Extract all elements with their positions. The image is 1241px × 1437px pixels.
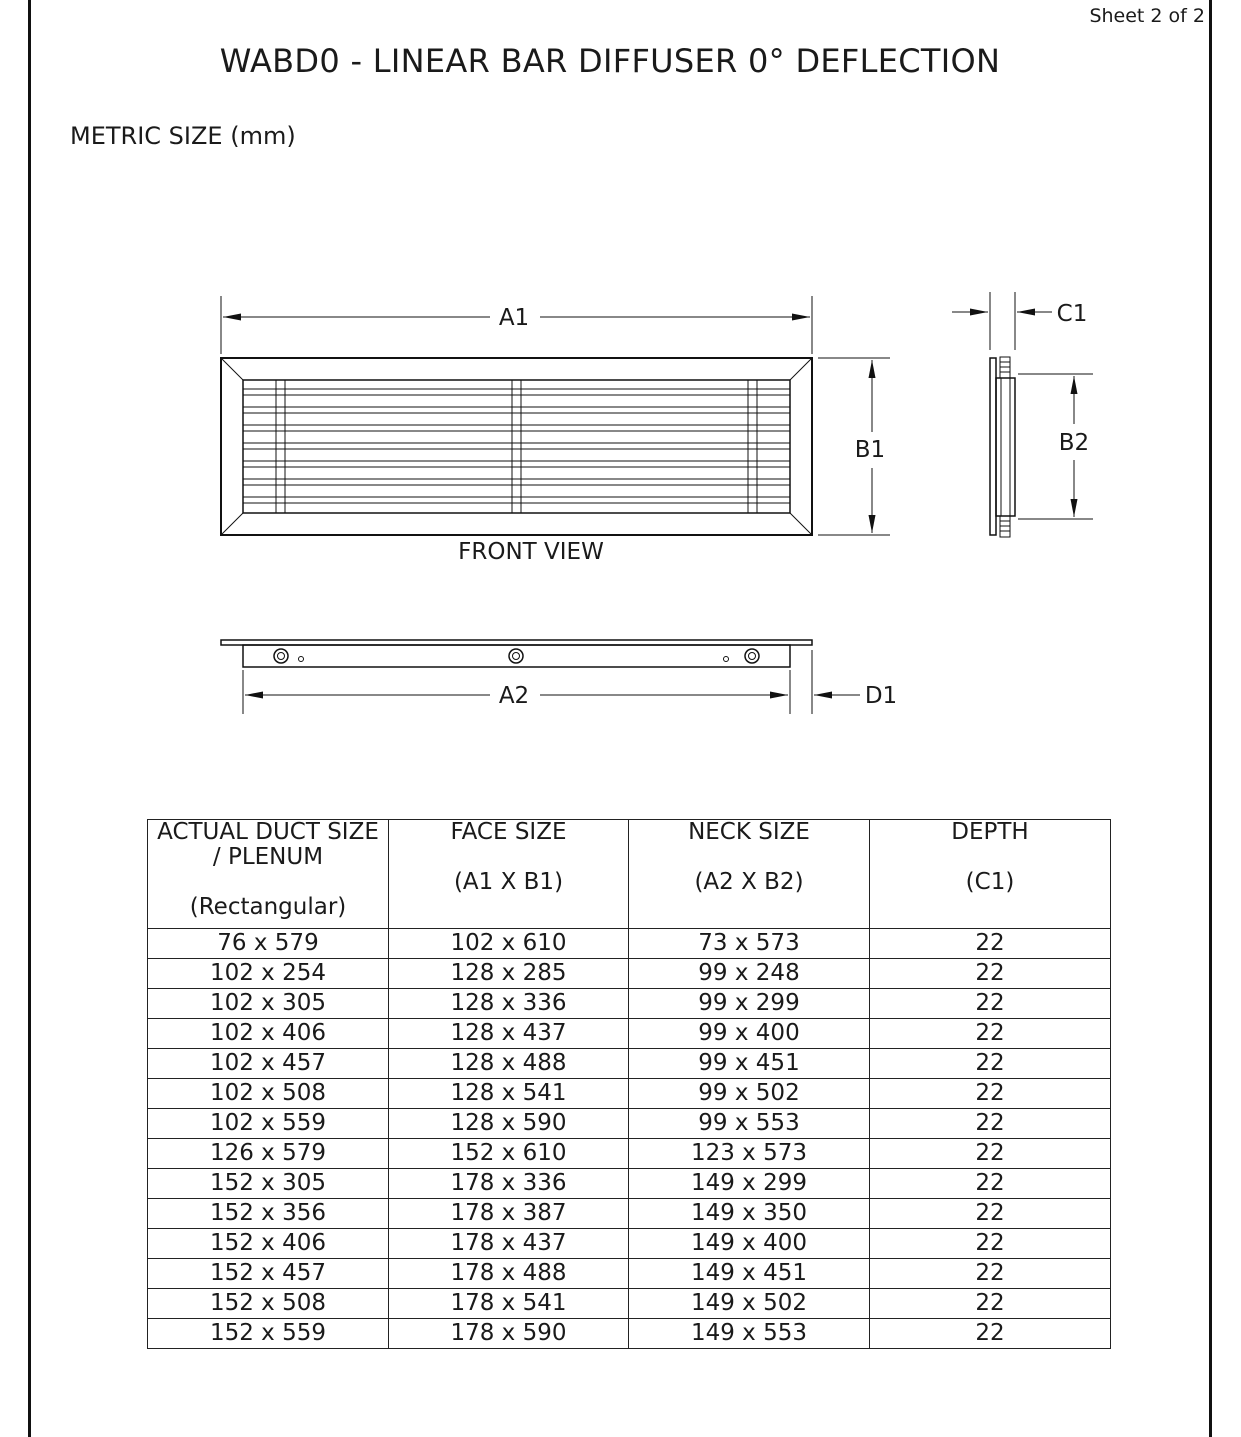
table-row — [148, 1049, 1111, 1079]
header-face-size: FACE SIZE (A1 X B1) — [389, 820, 629, 929]
cell-neck-size: 149 x 299 — [629, 1169, 870, 1199]
cell-duct-size: 152 x 559 — [148, 1319, 389, 1349]
cell-duct-size: 152 x 508 — [148, 1289, 389, 1319]
size-table — [147, 819, 1111, 1349]
dimension-d1-label: D1 — [864, 683, 898, 709]
cell-face-size: 128 x 488 — [389, 1049, 629, 1079]
cell-face-size: 128 x 590 — [389, 1109, 629, 1139]
table-row — [148, 929, 1111, 959]
cell-duct-size: 152 x 406 — [148, 1229, 389, 1259]
cell-depth: 22 — [870, 1199, 1111, 1229]
cell-face-size: 128 x 285 — [389, 959, 629, 989]
cell-duct-size: 152 x 356 — [148, 1199, 389, 1229]
cell-face-size: 178 x 336 — [389, 1169, 629, 1199]
table-row — [148, 1079, 1111, 1109]
header-depth: DEPTH (C1) — [870, 820, 1111, 929]
cell-depth: 22 — [870, 989, 1111, 1019]
dimension-a1-label: A1 — [498, 305, 530, 331]
table-row — [148, 959, 1111, 989]
cell-depth: 22 — [870, 1049, 1111, 1079]
cell-duct-size: 102 x 406 — [148, 1019, 389, 1049]
cell-neck-size: 99 x 553 — [629, 1109, 870, 1139]
cell-neck-size: 73 x 573 — [629, 929, 870, 959]
dimension-c1-label: C1 — [1056, 301, 1088, 327]
cell-face-size: 178 x 488 — [389, 1259, 629, 1289]
cell-duct-size: 102 x 457 — [148, 1049, 389, 1079]
table-row — [148, 1139, 1111, 1169]
cell-neck-size: 149 x 502 — [629, 1289, 870, 1319]
cell-duct-size: 102 x 305 — [148, 989, 389, 1019]
cell-face-size: 178 x 590 — [389, 1319, 629, 1349]
cell-depth: 22 — [870, 929, 1111, 959]
cell-depth: 22 — [870, 1109, 1111, 1139]
table-row — [148, 1259, 1111, 1289]
cell-depth: 22 — [870, 1319, 1111, 1349]
cell-duct-size: 76 x 579 — [148, 929, 389, 959]
cell-duct-size: 126 x 579 — [148, 1139, 389, 1169]
cell-face-size: 152 x 610 — [389, 1139, 629, 1169]
page-title: WABD0 - LINEAR BAR DIFFUSER 0° DEFLECTION — [219, 42, 1001, 80]
top-view — [221, 640, 860, 714]
cell-neck-size: 99 x 248 — [629, 959, 870, 989]
cell-neck-size: 123 x 573 — [629, 1139, 870, 1169]
dimension-b1-label: B1 — [854, 437, 886, 463]
cell-neck-size: 149 x 553 — [629, 1319, 870, 1349]
cell-face-size: 128 x 541 — [389, 1079, 629, 1109]
table-row — [148, 1289, 1111, 1319]
table-header-row — [148, 820, 1111, 929]
cell-neck-size: 149 x 400 — [629, 1229, 870, 1259]
cell-depth: 22 — [870, 1019, 1111, 1049]
table-row — [148, 1199, 1111, 1229]
cell-face-size: 102 x 610 — [389, 929, 629, 959]
cell-duct-size: 102 x 254 — [148, 959, 389, 989]
front-view — [221, 296, 890, 535]
table-row — [148, 989, 1111, 1019]
table-row — [148, 1109, 1111, 1139]
cell-depth: 22 — [870, 1079, 1111, 1109]
front-view-label: FRONT VIEW — [458, 539, 604, 565]
cell-neck-size: 99 x 502 — [629, 1079, 870, 1109]
side-view — [952, 292, 1093, 537]
table-row — [148, 1019, 1111, 1049]
cell-depth: 22 — [870, 1259, 1111, 1289]
cell-face-size: 128 x 437 — [389, 1019, 629, 1049]
cell-duct-size: 102 x 508 — [148, 1079, 389, 1109]
cell-duct-size: 102 x 559 — [148, 1109, 389, 1139]
cell-face-size: 128 x 336 — [389, 989, 629, 1019]
cell-neck-size: 99 x 299 — [629, 989, 870, 1019]
cell-face-size: 178 x 387 — [389, 1199, 629, 1229]
cell-face-size: 178 x 437 — [389, 1229, 629, 1259]
dimension-a2-label: A2 — [498, 683, 530, 709]
cell-neck-size: 149 x 451 — [629, 1259, 870, 1289]
table-row — [148, 1169, 1111, 1199]
cell-depth: 22 — [870, 1289, 1111, 1319]
cell-neck-size: 99 x 400 — [629, 1019, 870, 1049]
units-label: METRIC SIZE (mm) — [70, 122, 296, 150]
cell-face-size: 178 x 541 — [389, 1289, 629, 1319]
cell-neck-size: 99 x 451 — [629, 1049, 870, 1079]
cell-duct-size: 152 x 305 — [148, 1169, 389, 1199]
table-row — [148, 1319, 1111, 1349]
table-row — [148, 1229, 1111, 1259]
sheet-number: Sheet 2 of 2 — [1089, 5, 1205, 27]
cell-depth: 22 — [870, 959, 1111, 989]
cell-depth: 22 — [870, 1169, 1111, 1199]
cell-depth: 22 — [870, 1229, 1111, 1259]
cell-depth: 22 — [870, 1139, 1111, 1169]
cell-neck-size: 149 x 350 — [629, 1199, 870, 1229]
header-actual-duct-size: ACTUAL DUCT SIZE / PLENUM (Rectangular) — [148, 820, 389, 929]
header-neck-size: NECK SIZE (A2 X B2) — [629, 820, 870, 929]
dimension-b2-label: B2 — [1058, 430, 1090, 456]
cell-duct-size: 152 x 457 — [148, 1259, 389, 1289]
